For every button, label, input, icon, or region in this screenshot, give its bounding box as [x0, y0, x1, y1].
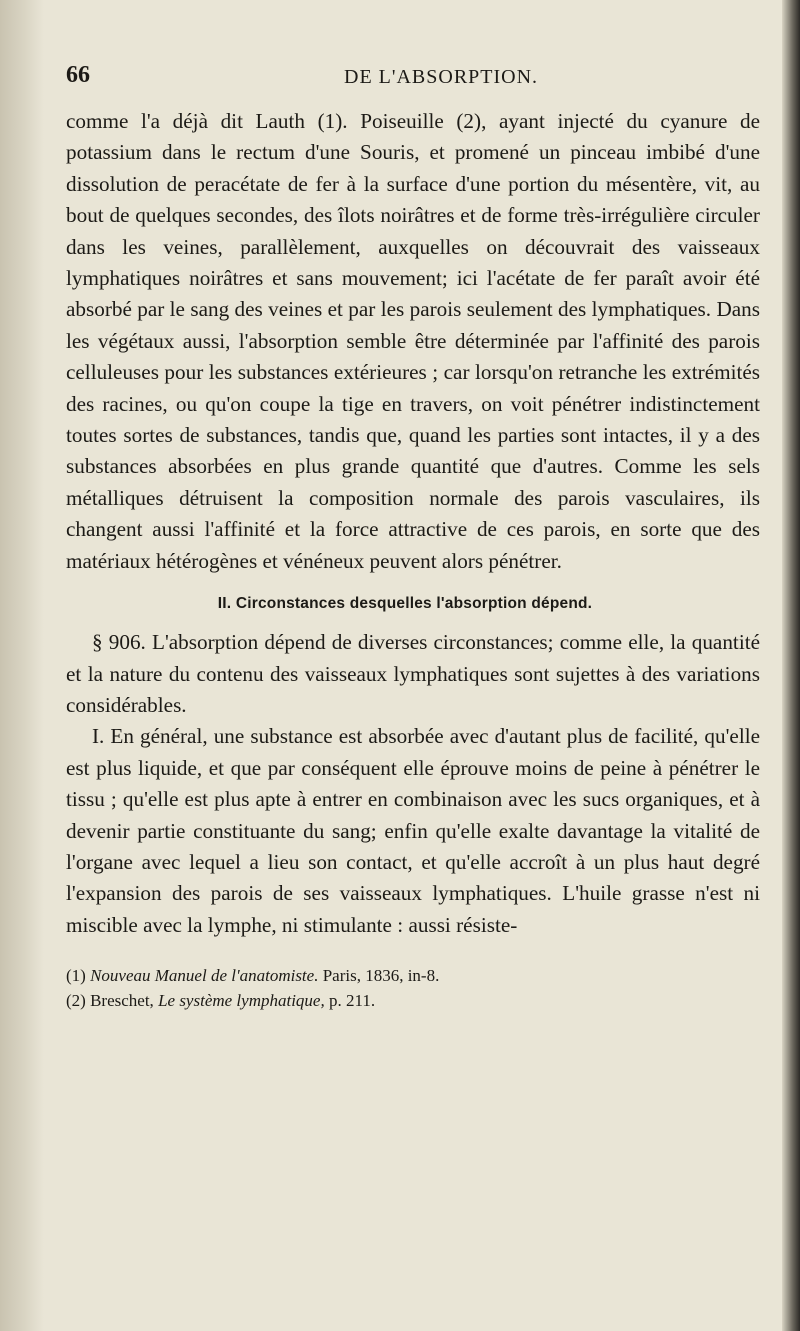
paragraph-point-one: I. En général, une substance est absorbée avec d'autant plus de facilité, qu'elle est plus liquide, et que par conséquent elle éprouve moins de peine à pénétrer le tissu ; qu'elle est plus apte à entrer en combinaison avec les sucs organiques, et à devenir partie constituante du sang; enfin qu'elle exalte davantage la vitalité de l'organe avec lequel a lieu son contact, et qu'elle accroît à un plus haut degré l'expansion des parois de ses vaisseaux lymphatiques. L'huile grasse n'est ni miscible avec la lymphe, ni stimulante : aussi résiste-: [66, 724, 760, 937]
paragraph-section-906: § 906. L'absorption dépend de diverses circonstances; comme elle, la quantité et la nature du contenu des vaisseaux lymphatiques sont sujettes à des variations considérables.: [66, 630, 760, 717]
footnote-details: p. 211.: [328, 991, 376, 1011]
footnote-1: [66, 963, 760, 988]
footnote-title: Nouveau Manuel de l'anatomiste.: [90, 966, 319, 986]
book-page: [52, 62, 758, 1013]
running-head: [52, 62, 758, 106]
section-heading: II. Circonstances desquelles l'absorption dépend.: [217, 595, 593, 613]
footnote-details: Paris, 1836, in-8.: [322, 966, 440, 986]
footnote-number: (2): [66, 991, 86, 1011]
footnotes: [66, 963, 760, 1013]
page-number: 66: [66, 62, 90, 88]
book-binding-shadow: [0, 0, 44, 1331]
page-edge-shadow: [782, 0, 800, 1331]
footnote-title: Le système lymphatique,: [158, 991, 325, 1011]
running-title: DE L'ABSORPTION.: [344, 66, 539, 88]
paragraph-continuation: comme l'a déjà dit Lauth (1). Poiseuille (2), ayant injecté du cyanure de potassium dans le rectum d'une Souris, et promené un pinceau imbibé d'une dissolution de peracétate de fer à la surface d'une portion du mésentère, vit, au bout de quelques secondes, des îlots noirâtres et de forme très-irrégulière circuler dans les veines, parallèlement, auxquelles on découvrait des vaisseaux lymphatiques noirâtres et sans mouvement; ici l'acétate de fer paraît avoir été absorbé par le sang des veines et par les parois seulement des lymphatiques. Dans les végétaux aussi, l'absorption semble être déterminée par l'affinité des parois celluleuses pour les substances extérieures ; car lorsqu'on retranche les extrémités des racines, ou qu'on coupe la tige en travers, on voit pénétrer indistinctement toutes sortes de substances, tandis que, quand les parties sont intactes, il y a des substances absorbées en plus grande quantité que d'autres. Comme les sels métalliques détruisent la composition normale des parois vasculaires, ils changent aussi l'affinité et la force attractive de ces parois, en sorte que des matériaux hétérogènes et vénéneux peuvent alors pénétrer.: [66, 109, 760, 573]
footnote-2: [66, 988, 760, 1013]
footnote-author: Breschet,: [90, 991, 154, 1011]
footnote-number: (1): [66, 966, 86, 986]
